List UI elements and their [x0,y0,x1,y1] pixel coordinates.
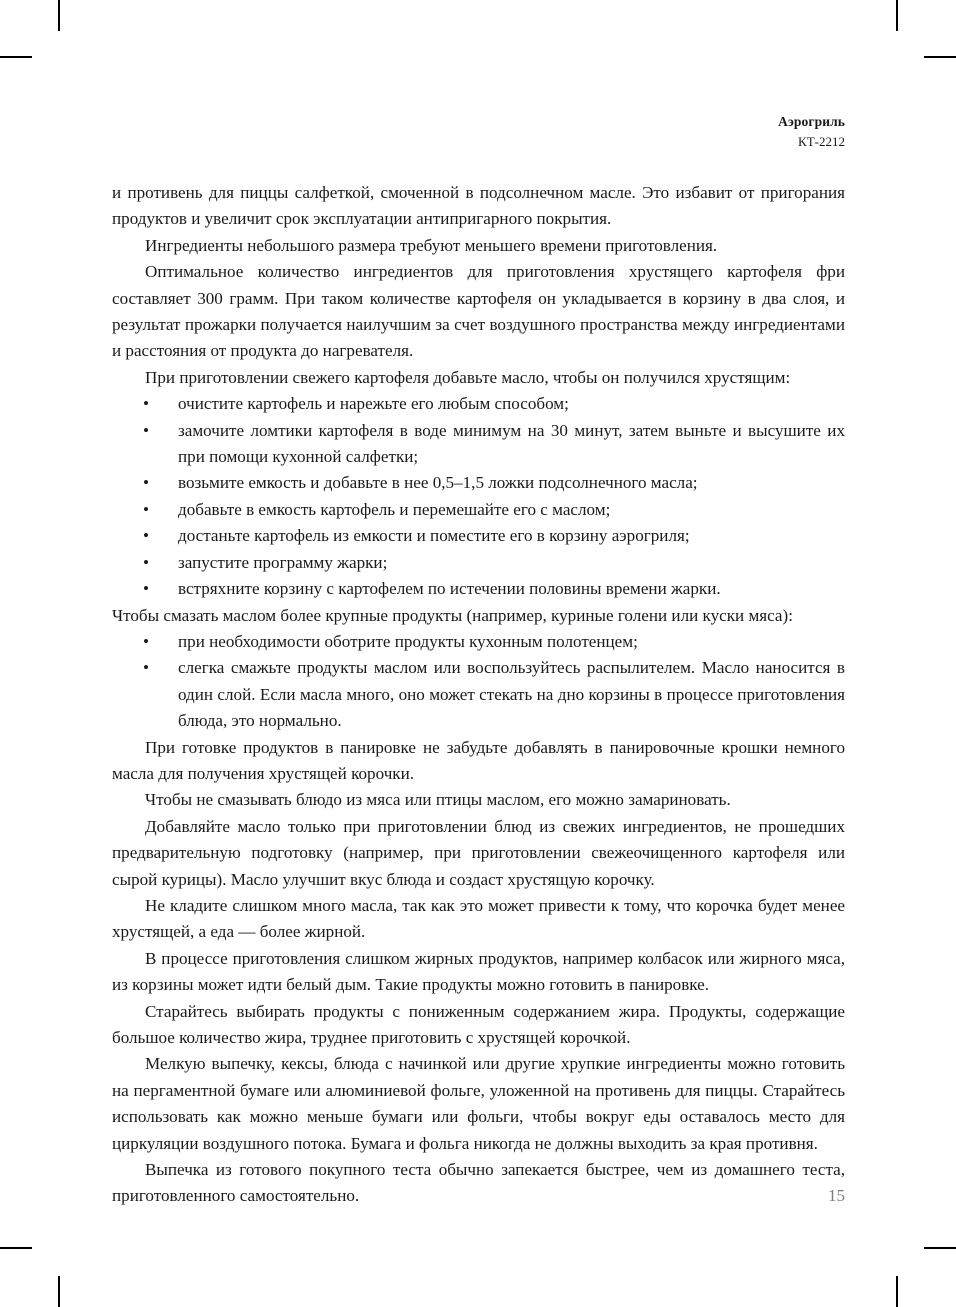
crop-mark-top-right-horizontal [924,56,956,58]
crop-mark-top-right-vertical [896,0,898,31]
bullet-icon: • [143,499,149,519]
list-item [112,576,845,602]
list-item [112,629,845,655]
paragraph: Не кладите слишком много масла, так как это может привести к тому, что корочка будет менее хрустящей, а еда — более жирной. [112,895,845,942]
bullet-icon: • [143,420,149,440]
crop-mark-bottom-right-vertical [896,1276,898,1307]
bullet-icon: • [143,658,149,678]
list-item-text: очистите картофель и нарежьте его любым способом; [178,394,569,414]
list-item-text: встряхните корзину с картофелем по истечении половины времени жарки. [178,579,721,599]
crop-mark-bottom-left-horizontal [0,1247,32,1249]
paragraph: Чтобы не смазывать блюдо из мяса или птицы маслом, его можно замариновать. [145,790,731,810]
list-item-text: запустите программу жарки; [178,552,388,572]
crop-mark-bottom-right-horizontal [924,1247,956,1249]
paragraph: Ингредиенты небольшого размера требуют меньшего времени приготовления. [145,235,718,255]
list-item [112,550,845,576]
list-item-text: возьмите емкость и добавьте в нее 0,5–1,5 ложки подсолнечного масла; [178,473,698,493]
paragraph: При готовке продуктов в панировке не забудьте добавлять в панировочные крошки немного масла для получения хрустящей корочки. [112,737,845,783]
list-item-text: слегка смажьте продукты маслом или воспользуйтесь распылителем. Масло наносится в один слой. Если масла много, оно может стекать на дно корзины в процессе приготовления блюда, это нормально. [178,658,845,731]
paragraph: Оптимальное количество ингредиентов для приготовления хрустящего картофеля фри составляет 300 грамм. При таком количестве картофеля он укладывается в корзину в два слоя, и результат прожарки получается наилучшим за счет воздушного пространства между ингредиентами и расстояния от продукта до нагревателя. [112,262,845,361]
paragraph: При приготовлении свежего картофеля добавьте масло, чтобы он получился хрустящим: [145,367,791,387]
list-item-text: добавьте в емкость картофель и перемешайте его с маслом; [178,499,611,519]
page-number: 15 [828,1186,845,1205]
body-text [112,180,845,1210]
bullet-icon: • [143,526,149,546]
paragraph: В процессе приготовления слишком жирных продуктов, например колбасок или жирного мяса, из корзины может идти белый дым. Такие продукты можно готовить в панировке. [112,948,845,995]
list-item [112,655,845,734]
bullet-list [112,629,845,735]
paragraph: Старайтесь выбирать продукты с пониженным содержанием жира. Продукты, содержащие большое количество жира, труднее приготовить с хрустящей корочкой. [112,1001,845,1047]
list-item [112,391,845,417]
list-item [112,523,845,549]
paragraph: Чтобы смазать маслом более крупные продукты (например, куриные голени или куски мяса): [112,605,793,625]
bullet-icon: • [143,552,149,572]
crop-mark-top-left-vertical [58,0,60,31]
running-head-model: КТ-2212 [798,133,845,149]
list-item-text: замочите ломтики картофеля в воде минимум на 30 минут, затем выньте и высушите их при помощи кухонной салфетки; [178,420,845,467]
bullet-list [112,391,845,602]
paragraph: Мелкую выпечку, кексы, блюда с начинкой или другие хрупкие ингредиенты можно готовить на пергаментной бумаге или алюминиевой фольге, уложенной на противень для пиццы. Старайтесь использовать как можно меньше бумаги или фольги, чтобы вокруг еды оставалось место для циркуляции воздушного потока. Бумага и фольга никогда не должны выходить за края противня. [112,1054,845,1153]
list-item [112,497,845,523]
bullet-icon: • [143,473,149,493]
list-item-text: при необходимости оботрите продукты кухонным полотенцем; [178,631,638,651]
crop-mark-bottom-left-vertical [58,1276,60,1307]
list-item [112,470,845,496]
crop-mark-top-left-horizontal [0,56,32,58]
paragraph: Выпечка из готового покупного теста обычно запекается быстрее, чем из домашнего теста, приготовленного самостоятельно. [112,1160,845,1206]
bullet-icon: • [143,394,149,414]
running-head-product: Аэрогриль [778,114,845,129]
running-head [112,112,845,151]
bullet-icon: • [143,579,149,599]
paragraph: Добавляйте масло только при приготовлении блюд из свежих ингредиентов, не прошедших предварительную подготовку (например, при приготовлении свежеочищенного картофеля или сырой курицы). Масло улучшит вкус блюда и создаст хрустящую корочку. [112,816,845,889]
bullet-icon: • [143,631,149,651]
list-item [112,418,845,471]
list-item-text: достаньте картофель из емкости и поместите его в корзину аэрогриля; [178,526,690,546]
paragraph: и противень для пиццы салфеткой, смоченной в подсолнечном масле. Это избавит от пригорания продуктов и увеличит срок эксплуатации антипригарного покрытия. [112,183,845,229]
